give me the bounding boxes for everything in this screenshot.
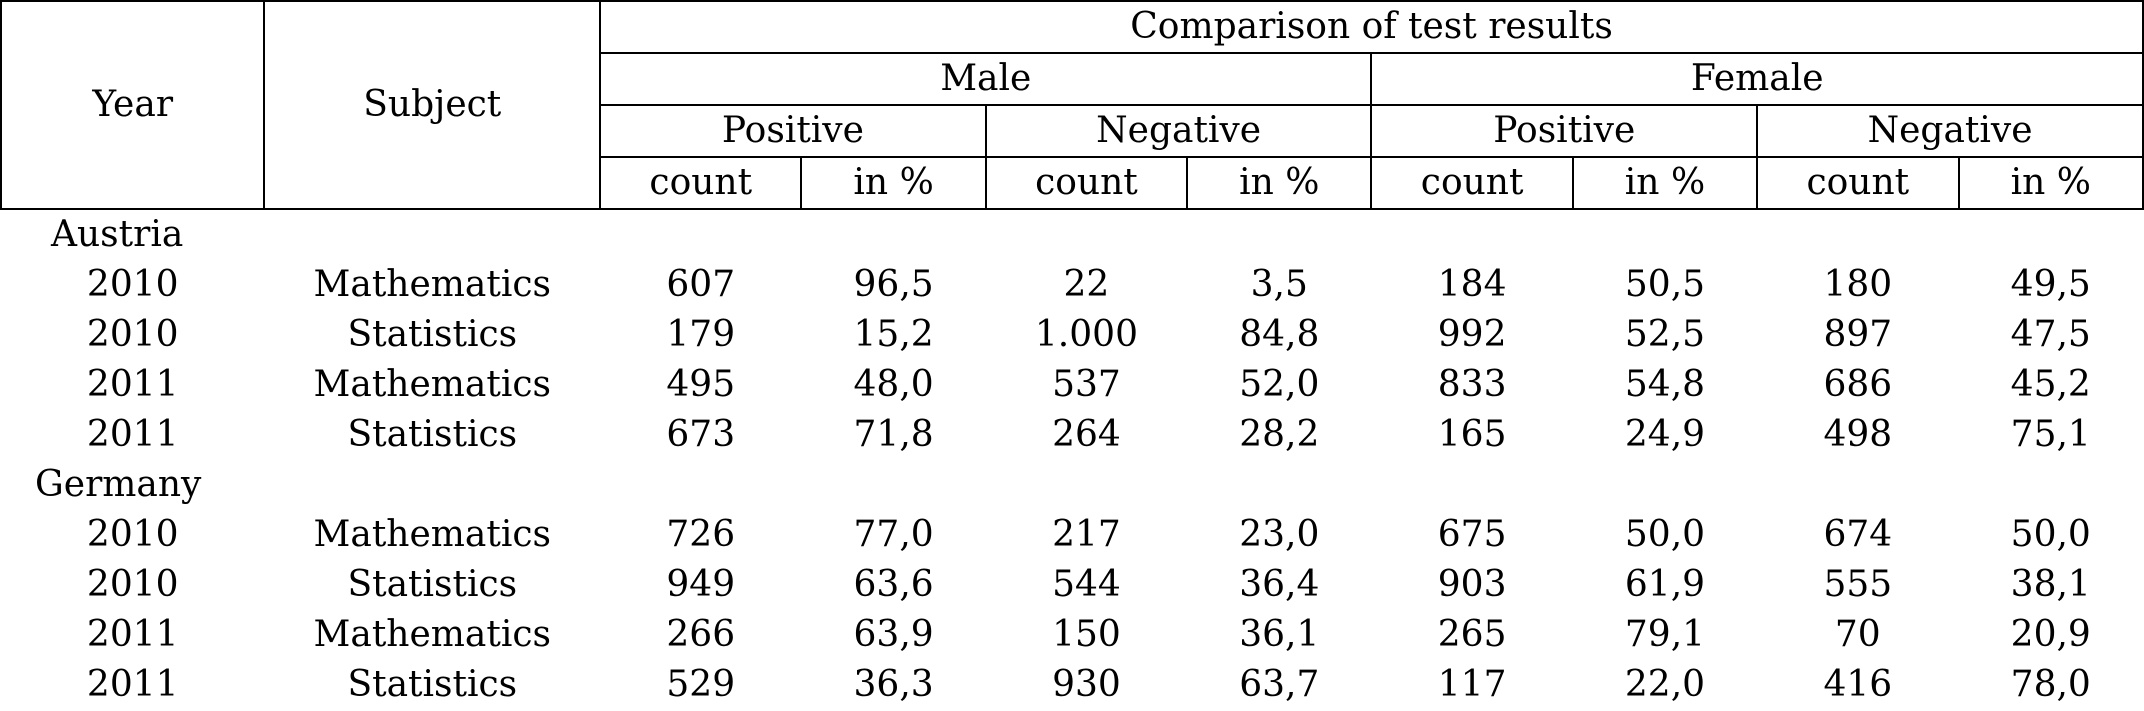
male-positive-count-cell: 949 xyxy=(666,564,736,605)
male-negative-pct-cell: 52,0 xyxy=(1239,364,1320,405)
subject-cell: Mathematics xyxy=(313,264,552,305)
female-negative-count-cell: 674 xyxy=(1823,514,1893,555)
female-positive-pct-header: in % xyxy=(1573,157,1757,209)
table-header xyxy=(1,1,2143,209)
female-positive-pct-cell: 61,9 xyxy=(1624,564,1706,605)
male-positive-pct-cell: 63,9 xyxy=(853,614,934,655)
male-negative-count-cell: 217 xyxy=(1052,514,1121,555)
year-cell: 2011 xyxy=(86,414,179,455)
table-row xyxy=(1,660,2143,710)
female-negative-pct-header: in % xyxy=(1959,157,2144,209)
male-negative-pct-cell: 23,0 xyxy=(1239,514,1320,555)
male-negative-count-cell: 544 xyxy=(1052,564,1121,605)
male-positive-pct-cell: 36,3 xyxy=(853,664,934,705)
subject-cell: Mathematics xyxy=(313,364,552,405)
female-positive-count-cell: 117 xyxy=(1437,664,1507,705)
table-row xyxy=(1,310,2143,360)
female-positive-pct-cell: 50,0 xyxy=(1624,514,1706,555)
female-positive-header: Positive xyxy=(1371,105,1757,157)
female-positive-pct-cell: 24,9 xyxy=(1624,414,1706,455)
table-row xyxy=(1,610,2143,660)
male-positive-pct-cell: 96,5 xyxy=(853,264,934,305)
male-negative-count-cell: 1.000 xyxy=(1034,314,1138,355)
male-positive-header: Positive xyxy=(600,105,986,157)
male-negative-count-cell: 22 xyxy=(1063,264,1110,305)
year-cell: 2010 xyxy=(86,514,179,555)
female-negative-count-cell: 686 xyxy=(1823,364,1893,405)
male-positive-count-cell: 673 xyxy=(666,414,736,455)
female-negative-pct-cell: 20,9 xyxy=(2010,614,2091,655)
male-negative-pct-header: in % xyxy=(1187,157,1371,209)
female-positive-count-cell: 165 xyxy=(1437,414,1507,455)
female-positive-count-cell: 184 xyxy=(1437,264,1507,305)
female-negative-pct-cell: 75,1 xyxy=(2010,414,2091,455)
female-negative-pct-cell: 50,0 xyxy=(2010,514,2091,555)
male-negative-count-cell: 150 xyxy=(1052,614,1121,655)
table-row xyxy=(1,260,2143,310)
subject-cell: Statistics xyxy=(347,414,518,455)
male-negative-pct-cell: 63,7 xyxy=(1239,664,1320,705)
female-negative-pct-cell: 78,0 xyxy=(2010,664,2091,705)
year-cell: 2011 xyxy=(86,364,179,405)
subject-cell: Statistics xyxy=(347,664,518,705)
comparison-header: Comparison of test results xyxy=(600,1,2143,53)
table-row xyxy=(1,510,2143,560)
female-negative-pct-cell: 45,2 xyxy=(2010,364,2091,405)
male-negative-pct-cell: 3,5 xyxy=(1250,264,1308,305)
female-positive-pct-cell: 52,5 xyxy=(1624,314,1706,355)
male-positive-pct-cell: 77,0 xyxy=(853,514,934,555)
female-negative-count-header: count xyxy=(1757,157,1958,209)
country-label: Germany xyxy=(35,464,202,505)
country-label: Austria xyxy=(51,214,184,255)
year-cell: 2011 xyxy=(86,664,179,705)
female-positive-pct-cell: 22,0 xyxy=(1624,664,1706,705)
country-group-row xyxy=(1,209,2143,260)
male-positive-count-header: count xyxy=(600,157,801,209)
year-cell: 2011 xyxy=(86,614,179,655)
female-positive-count-cell: 265 xyxy=(1437,614,1507,655)
male-negative-count-header: count xyxy=(986,157,1187,209)
female-positive-pct-cell: 54,8 xyxy=(1624,364,1706,405)
female-positive-count-cell: 833 xyxy=(1437,364,1507,405)
female-positive-count-cell: 675 xyxy=(1437,514,1507,555)
subject-cell: Mathematics xyxy=(313,514,552,555)
male-negative-count-cell: 930 xyxy=(1052,664,1121,705)
table-row xyxy=(1,410,2143,460)
male-positive-count-cell: 726 xyxy=(666,514,736,555)
male-negative-pct-cell: 36,4 xyxy=(1239,564,1320,605)
male-negative-pct-cell: 84,8 xyxy=(1239,314,1320,355)
female-negative-count-cell: 897 xyxy=(1823,314,1893,355)
subject-cell: Statistics xyxy=(347,314,518,355)
male-positive-count-cell: 179 xyxy=(666,314,736,355)
male-positive-count-cell: 529 xyxy=(666,664,736,705)
female-negative-count-cell: 555 xyxy=(1823,564,1893,605)
male-positive-count-cell: 495 xyxy=(666,364,736,405)
male-positive-pct-cell: 63,6 xyxy=(853,564,934,605)
year-header: Year xyxy=(1,1,264,209)
year-cell: 2010 xyxy=(86,314,179,355)
male-header: Male xyxy=(600,53,1371,105)
female-negative-header: Negative xyxy=(1757,105,2143,157)
female-negative-count-cell: 70 xyxy=(1834,614,1881,655)
male-positive-count-cell: 607 xyxy=(666,264,736,305)
male-negative-header: Negative xyxy=(986,105,1372,157)
male-negative-pct-cell: 36,1 xyxy=(1239,614,1320,655)
female-negative-count-cell: 498 xyxy=(1823,414,1893,455)
female-negative-pct-cell: 49,5 xyxy=(2010,264,2091,305)
table-row xyxy=(1,360,2143,410)
table-row xyxy=(1,560,2143,610)
male-positive-pct-header: in % xyxy=(801,157,985,209)
male-positive-pct-cell: 15,2 xyxy=(853,314,934,355)
female-negative-pct-cell: 47,5 xyxy=(2010,314,2091,355)
female-negative-count-cell: 416 xyxy=(1823,664,1893,705)
subject-header: Subject xyxy=(264,1,600,209)
female-negative-pct-cell: 38,1 xyxy=(2010,564,2091,605)
male-negative-count-cell: 264 xyxy=(1052,414,1121,455)
female-positive-pct-cell: 50,5 xyxy=(1624,264,1706,305)
country-group-row xyxy=(1,460,2143,510)
year-cell: 2010 xyxy=(86,264,179,305)
female-positive-pct-cell: 79,1 xyxy=(1624,614,1706,655)
subject-cell: Statistics xyxy=(347,564,518,605)
female-positive-count-header: count xyxy=(1371,157,1572,209)
male-positive-pct-cell: 48,0 xyxy=(853,364,934,405)
male-negative-count-cell: 537 xyxy=(1052,364,1121,405)
female-positive-count-cell: 903 xyxy=(1437,564,1507,605)
male-positive-pct-cell: 71,8 xyxy=(853,414,934,455)
female-negative-count-cell: 180 xyxy=(1823,264,1893,305)
male-positive-count-cell: 266 xyxy=(666,614,736,655)
female-positive-count-cell: 992 xyxy=(1437,314,1507,355)
year-cell: 2010 xyxy=(86,564,179,605)
male-negative-pct-cell: 28,2 xyxy=(1239,414,1320,455)
subject-cell: Mathematics xyxy=(313,614,552,655)
table-body xyxy=(1,209,2143,710)
female-header: Female xyxy=(1371,53,2143,105)
